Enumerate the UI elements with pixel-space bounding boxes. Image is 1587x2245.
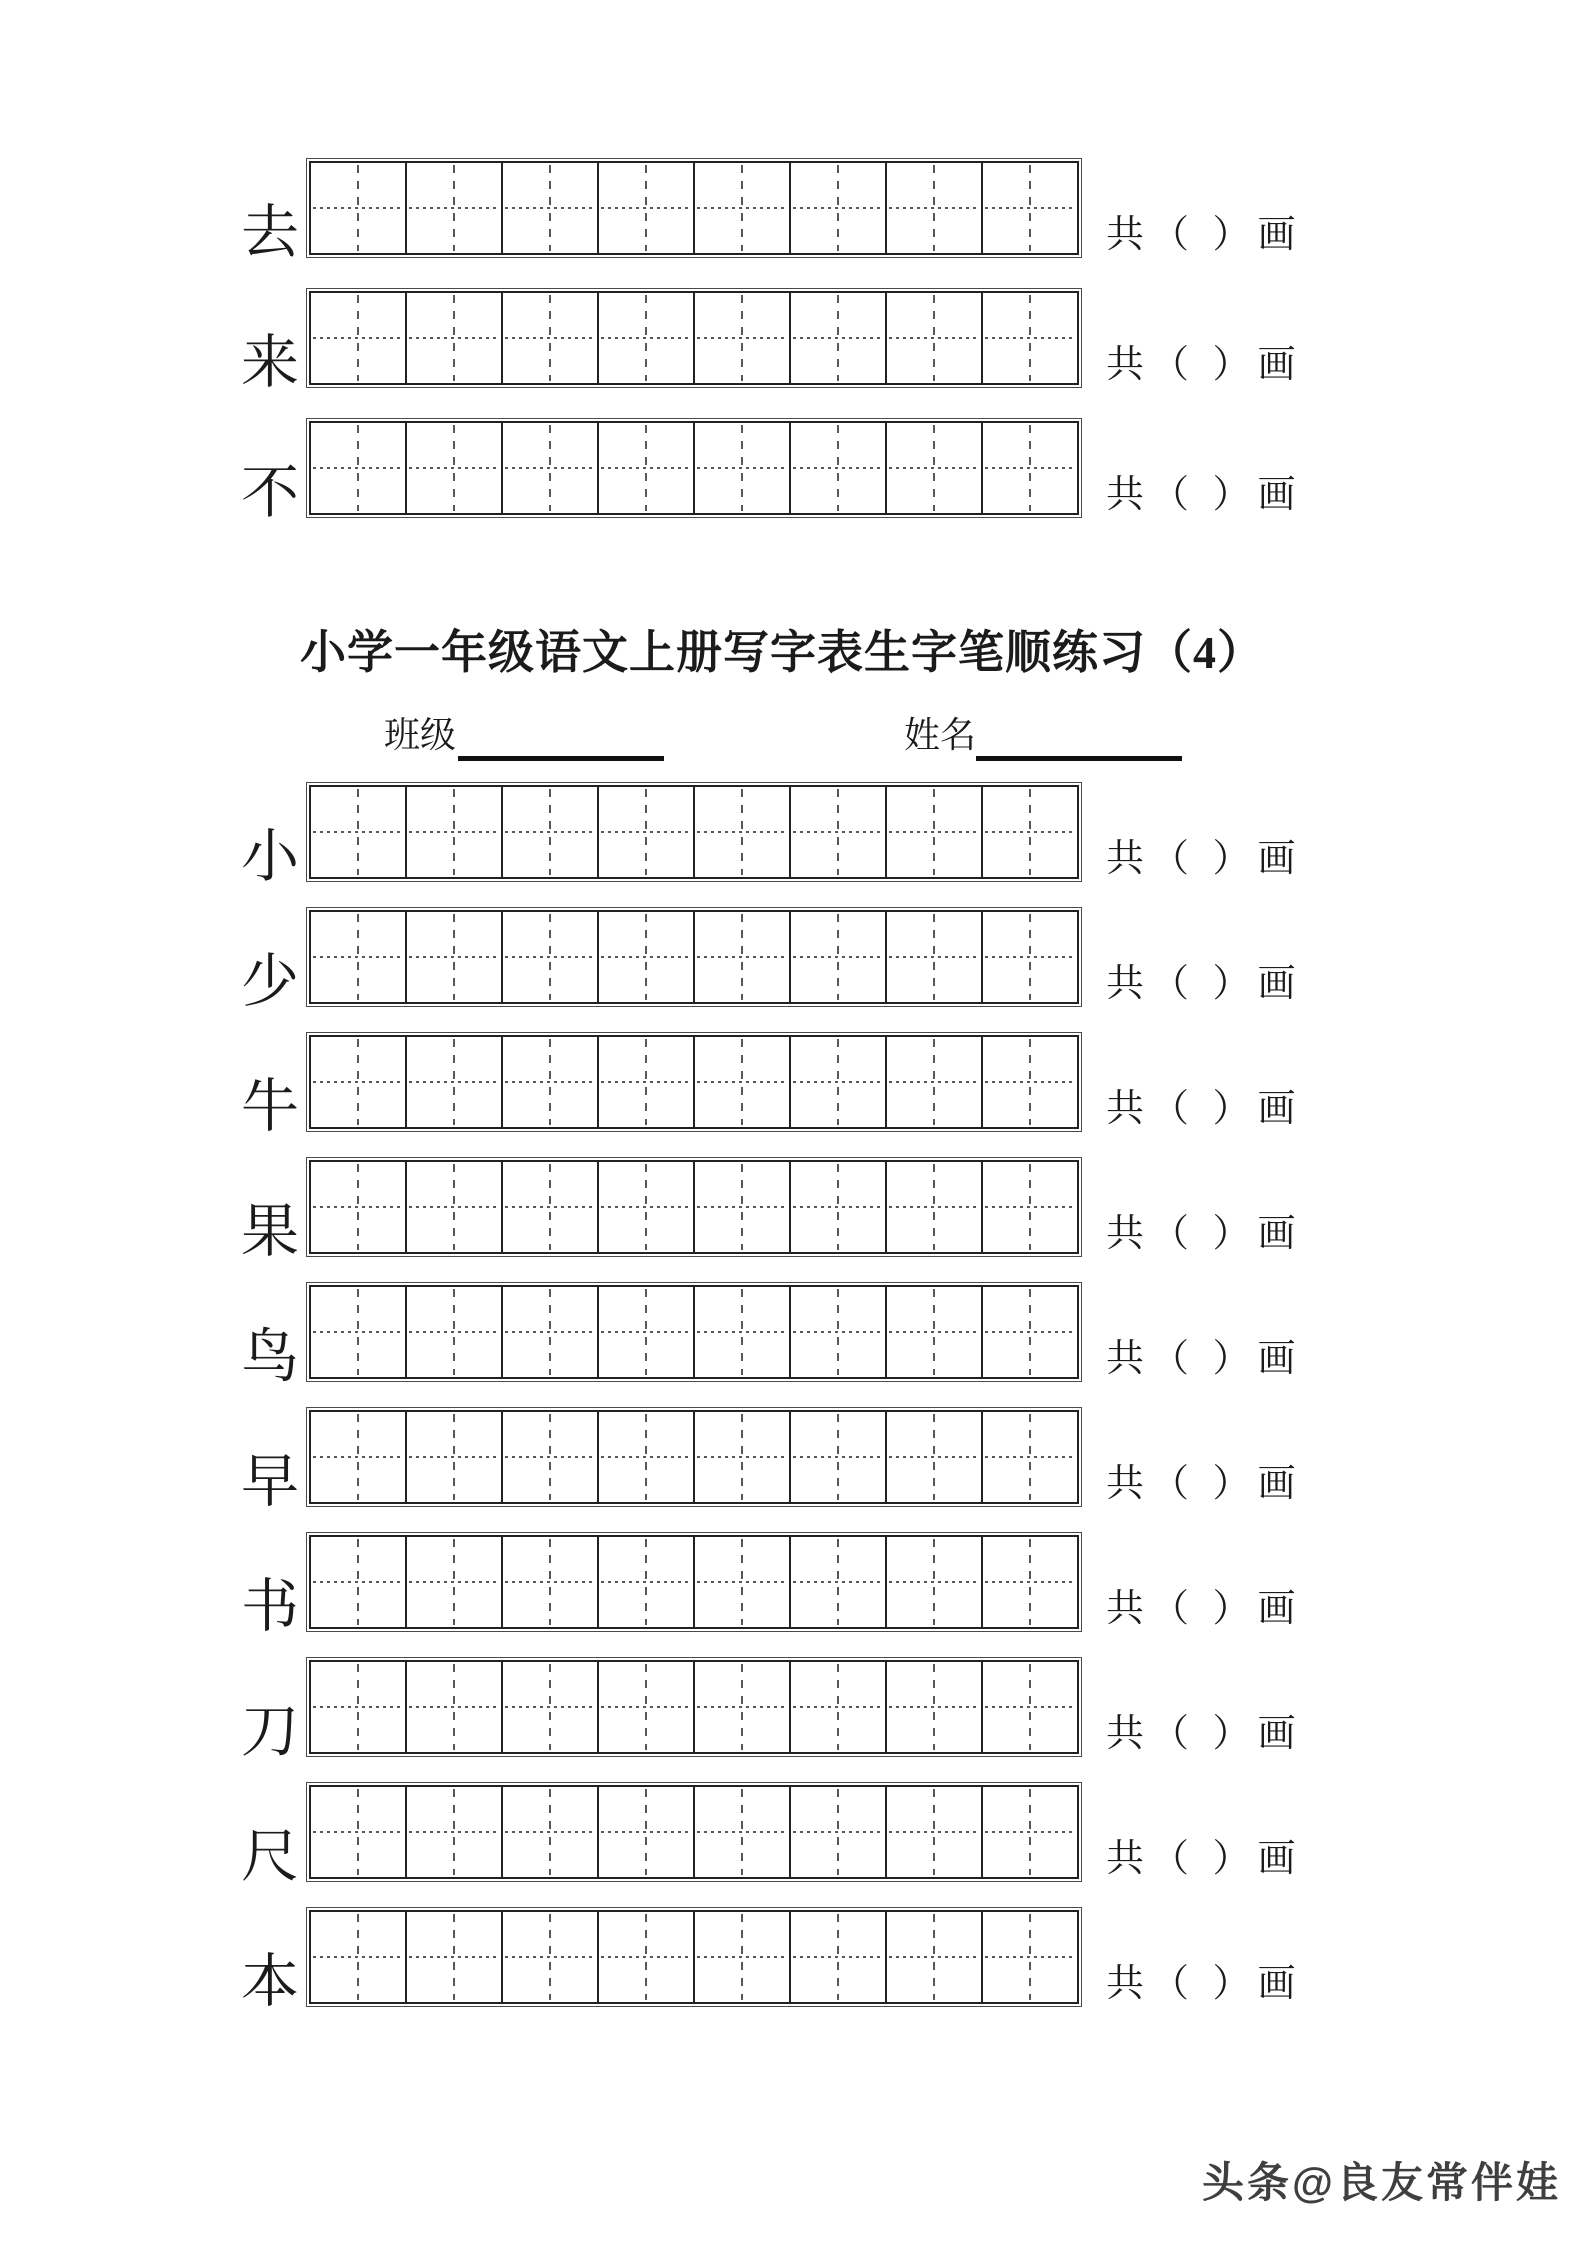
practice-character: 刀: [240, 1699, 299, 1764]
tianzige-cell: [501, 291, 599, 385]
tianzige-cell: [693, 421, 791, 515]
tianzige-cell: [885, 1535, 983, 1629]
tianzige-cell: [693, 291, 791, 385]
tianzige-cell: [885, 910, 983, 1004]
tianzige-cell: [885, 1660, 983, 1754]
tianzige-cell: [789, 1285, 887, 1379]
stroke-count-label: 共（ ）画: [1106, 963, 1303, 1005]
tianzige-cell: [693, 910, 791, 1004]
tianzige-cell: [501, 1035, 599, 1129]
form-line: [384, 714, 1182, 757]
tianzige-cell: [597, 1660, 695, 1754]
practice-character: 牛: [240, 1074, 299, 1139]
practice-character: 小: [240, 824, 299, 889]
tianzige-cell: [405, 1660, 503, 1754]
stroke-count-label: 共（ ）画: [1106, 214, 1303, 256]
practice-character: 去: [240, 200, 299, 265]
tianzige-cell: [885, 1160, 983, 1254]
tianzige-cell: [789, 1535, 887, 1629]
stroke-count-label: 共（ ）画: [1106, 1088, 1303, 1130]
tianzige-cell: [501, 421, 599, 515]
tianzige-cell: [885, 1785, 983, 1879]
tianzige-cell: [693, 1785, 791, 1879]
tianzige-cell: [981, 291, 1079, 385]
tianzige-cell: [885, 1035, 983, 1129]
tianzige-cell: [885, 291, 983, 385]
tianzige-grid: [306, 418, 1082, 518]
tianzige-cell: [405, 161, 503, 255]
tianzige-cell: [405, 421, 503, 515]
tianzige-cell: [309, 1910, 407, 2004]
tianzige-cell: [309, 1410, 407, 1504]
tianzige-cell: [405, 1535, 503, 1629]
tianzige-grid: [306, 1282, 1082, 1382]
practice-character: 书: [240, 1574, 299, 1639]
practice-row: [0, 1405, 1587, 1514]
practice-row: [0, 1280, 1587, 1389]
tianzige-cell: [789, 1410, 887, 1504]
tianzige-cell: [597, 1160, 695, 1254]
tianzige-cell: [405, 1160, 503, 1254]
practice-row: [0, 905, 1587, 1014]
tianzige-cell: [885, 785, 983, 879]
stroke-count-label: 共（ ）画: [1106, 344, 1303, 386]
practice-row: [0, 156, 1587, 265]
tianzige-cell: [597, 1035, 695, 1129]
tianzige-cell: [405, 1910, 503, 2004]
tianzige-cell: [789, 1160, 887, 1254]
tianzige-cell: [789, 291, 887, 385]
stroke-count-label: 共（ ）画: [1106, 1338, 1303, 1380]
tianzige-cell: [501, 1535, 599, 1629]
tianzige-grid: [306, 782, 1082, 882]
tianzige-cell: [501, 785, 599, 879]
tianzige-cell: [597, 421, 695, 515]
tianzige-cell: [981, 1035, 1079, 1129]
tianzige-cell: [693, 1160, 791, 1254]
practice-row: [0, 1655, 1587, 1764]
practice-row: [0, 1905, 1587, 2014]
tianzige-cell: [789, 1660, 887, 1754]
tianzige-cell: [405, 1785, 503, 1879]
tianzige-cell: [597, 291, 695, 385]
watermark: 头条@良友常伴娃: [1202, 2159, 1561, 2206]
tianzige-cell: [405, 1410, 503, 1504]
class-label: 班级: [384, 715, 457, 755]
tianzige-cell: [885, 1410, 983, 1504]
tianzige-grid: [306, 1532, 1082, 1632]
tianzige-cell: [981, 910, 1079, 1004]
stroke-count-label: 共（ ）画: [1106, 1963, 1303, 2005]
practice-row: [0, 416, 1587, 525]
tianzige-cell: [309, 421, 407, 515]
tianzige-cell: [693, 161, 791, 255]
practice-row: [0, 1530, 1587, 1639]
tianzige-cell: [309, 1285, 407, 1379]
tianzige-cell: [597, 161, 695, 255]
tianzige-cell: [693, 1285, 791, 1379]
practice-character: 果: [240, 1199, 299, 1264]
tianzige-cell: [789, 421, 887, 515]
stroke-count-label: 共（ ）画: [1106, 1713, 1303, 1755]
tianzige-grid: [306, 1907, 1082, 2007]
tianzige-cell: [405, 1285, 503, 1379]
main-section: [0, 780, 1587, 2030]
tianzige-cell: [885, 1910, 983, 2004]
practice-character: 来: [240, 330, 299, 395]
tianzige-cell: [501, 1785, 599, 1879]
practice-character: 尺: [240, 1824, 299, 1889]
tianzige-cell: [501, 1160, 599, 1254]
tianzige-cell: [693, 1410, 791, 1504]
tianzige-cell: [405, 785, 503, 879]
tianzige-cell: [981, 785, 1079, 879]
tianzige-cell: [501, 1660, 599, 1754]
practice-character: 本: [240, 1949, 299, 2014]
tianzige-grid: [306, 158, 1082, 258]
tianzige-grid: [306, 288, 1082, 388]
tianzige-cell: [981, 1285, 1079, 1379]
tianzige-cell: [981, 1410, 1079, 1504]
tianzige-grid: [306, 1657, 1082, 1757]
tianzige-cell: [789, 1035, 887, 1129]
practice-row: [0, 1030, 1587, 1139]
stroke-count-label: 共（ ）画: [1106, 1463, 1303, 1505]
practice-character: 鸟: [240, 1324, 299, 1389]
tianzige-cell: [597, 910, 695, 1004]
tianzige-cell: [309, 291, 407, 385]
tianzige-cell: [885, 1285, 983, 1379]
tianzige-cell: [981, 1660, 1079, 1754]
tianzige-cell: [405, 1035, 503, 1129]
tianzige-cell: [405, 291, 503, 385]
tianzige-cell: [501, 1285, 599, 1379]
tianzige-cell: [309, 910, 407, 1004]
name-label: 姓名: [904, 715, 977, 755]
practice-row: [0, 1155, 1587, 1264]
tianzige-grid: [306, 1407, 1082, 1507]
name-underline: [976, 750, 1182, 761]
tianzige-cell: [309, 1660, 407, 1754]
tianzige-cell: [789, 785, 887, 879]
tianzige-cell: [981, 421, 1079, 515]
stroke-count-label: 共（ ）画: [1106, 1838, 1303, 1880]
tianzige-cell: [597, 1535, 695, 1629]
stroke-count-label: 共（ ）画: [1106, 474, 1303, 516]
tianzige-cell: [309, 1535, 407, 1629]
tianzige-cell: [501, 1910, 599, 2004]
tianzige-grid: [306, 1782, 1082, 1882]
tianzige-cell: [501, 1410, 599, 1504]
tianzige-cell: [789, 910, 887, 1004]
class-underline: [458, 750, 664, 761]
practice-character: 早: [240, 1449, 299, 1514]
tianzige-cell: [885, 161, 983, 255]
tianzige-cell: [501, 910, 599, 1004]
tianzige-cell: [693, 1910, 791, 2004]
tianzige-cell: [501, 161, 599, 255]
worksheet-title: 小学一年级语文上册写字表生字笔顺练习（4）: [300, 627, 1264, 678]
tianzige-grid: [306, 1157, 1082, 1257]
tianzige-cell: [597, 1285, 695, 1379]
tianzige-cell: [405, 910, 503, 1004]
tianzige-grid: [306, 1032, 1082, 1132]
tianzige-cell: [981, 1785, 1079, 1879]
tianzige-cell: [693, 1535, 791, 1629]
tianzige-cell: [597, 785, 695, 879]
tianzige-cell: [597, 1785, 695, 1879]
tianzige-cell: [309, 785, 407, 879]
practice-row: [0, 780, 1587, 889]
tianzige-cell: [981, 1535, 1079, 1629]
tianzige-cell: [309, 1035, 407, 1129]
tianzige-cell: [789, 161, 887, 255]
tianzige-cell: [789, 1785, 887, 1879]
practice-character: 不: [240, 460, 299, 525]
tianzige-cell: [309, 1160, 407, 1254]
stroke-count-label: 共（ ）画: [1106, 838, 1303, 880]
tianzige-cell: [981, 1910, 1079, 2004]
tianzige-cell: [597, 1910, 695, 2004]
tianzige-cell: [981, 1160, 1079, 1254]
tianzige-cell: [981, 161, 1079, 255]
tianzige-grid: [306, 907, 1082, 1007]
tianzige-cell: [309, 1785, 407, 1879]
tianzige-cell: [597, 1410, 695, 1504]
tianzige-cell: [309, 161, 407, 255]
tianzige-cell: [693, 1660, 791, 1754]
practice-row: [0, 286, 1587, 395]
top-section: [0, 156, 1587, 546]
tianzige-cell: [693, 1035, 791, 1129]
stroke-count-label: 共（ ）画: [1106, 1588, 1303, 1630]
practice-character: 少: [240, 949, 299, 1014]
tianzige-cell: [693, 785, 791, 879]
practice-row: [0, 1780, 1587, 1889]
tianzige-cell: [885, 421, 983, 515]
stroke-count-label: 共（ ）画: [1106, 1213, 1303, 1255]
tianzige-cell: [789, 1910, 887, 2004]
